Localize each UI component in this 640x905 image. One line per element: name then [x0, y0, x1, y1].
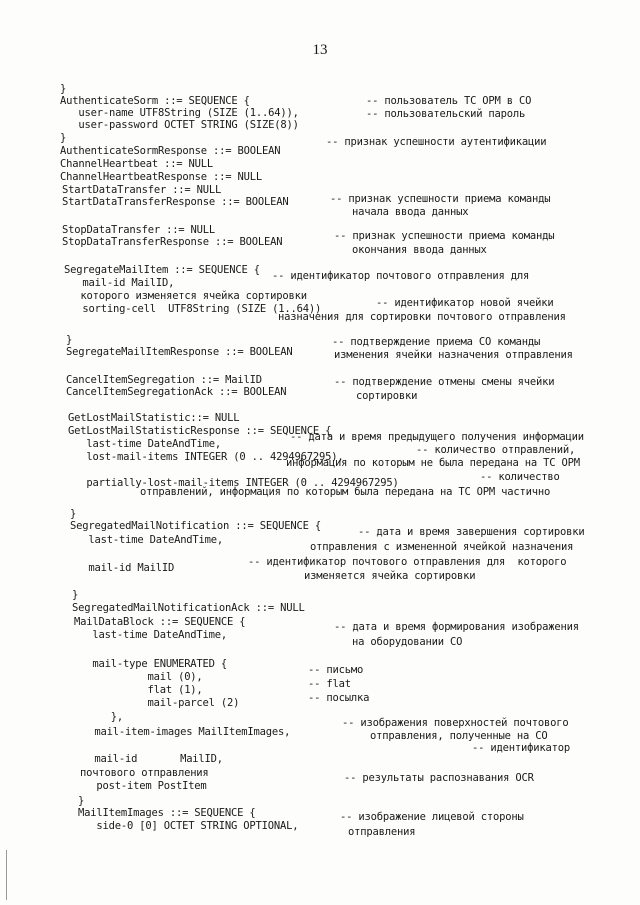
comment: начала ввода данных: [352, 206, 469, 218]
comment: информация по которым не была передана на ТС ОРМ: [286, 457, 580, 469]
code-line: MailDataBlock ::= SEQUENCE {: [74, 616, 246, 628]
comment: -- признак успешности приема команды: [330, 193, 551, 205]
code-line: mail-item-images MailItemImages,: [76, 726, 291, 738]
code-line: user-name UTF8String (SIZE (1..64)),: [60, 107, 299, 119]
code-line: SegregatedMailNotification ::= SEQUENCE {: [70, 520, 321, 532]
code-line: AuthenticateSorm ::= SEQUENCE {: [60, 95, 250, 107]
code-line: которого изменяется ячейка сортировки: [62, 290, 307, 302]
code-line: }: [66, 334, 73, 346]
code-line: mail (0),: [74, 671, 203, 683]
page-number: 13: [312, 42, 328, 58]
code-line: last-time DateAndTime,: [70, 534, 224, 546]
code-line: StartDataTransferResponse ::= BOOLEAN: [62, 196, 289, 208]
code-line: GetLostMailStatisticResponse ::= SEQUENCE {: [68, 425, 332, 437]
code-line: GetLostMailStatistic::= NULL: [68, 412, 240, 424]
comment: -- идентификатор новой ячейки: [376, 297, 554, 309]
code-line: StopDataTransfer ::= NULL: [62, 224, 216, 236]
comment: -- пользователь ТС ОРМ в СО: [366, 95, 532, 107]
comment: на оборудовании СО: [352, 636, 463, 648]
code-line: AuthenticateSormResponse ::= BOOLEAN: [60, 145, 281, 157]
comment: окончания ввода данных: [352, 244, 487, 256]
code-line: lost-mail-items INTEGER (0 .. 4294967295),: [68, 451, 344, 463]
comment: отправлений, информация по которым была передана на ТС ОРМ частично: [140, 486, 551, 498]
comment: -- дата и время формирования изображения: [334, 621, 579, 633]
code-line: partially-lost-mail-items INTEGER (0 .. 4294967295): [68, 477, 399, 489]
comment: -- идентификатор: [472, 742, 570, 754]
comment: -- идентификатор почтового отправления для: [272, 270, 530, 282]
comment: изменяется ячейка сортировки: [304, 570, 476, 582]
code-line: },: [74, 711, 123, 723]
code-line: sorting-cell UTF8String (SIZE (1..64)): [64, 303, 322, 315]
code-line: last-time DateAndTime,: [68, 438, 222, 450]
code-line: }: [72, 589, 79, 601]
comment: отправления с измененной ячейкой назначения: [310, 541, 574, 553]
comment: -- пользовательский пароль: [366, 108, 526, 120]
comment: сортировки: [356, 390, 418, 402]
code-line: SegregateMailItem ::= SEQUENCE {: [64, 264, 260, 276]
code-line: почтового отправления: [80, 767, 209, 779]
comment: отправления, полученные на СО: [370, 730, 548, 742]
code-line: StopDataTransferResponse ::= BOOLEAN: [62, 236, 283, 248]
code-line: MailItemImages ::= SEQUENCE {: [78, 807, 256, 819]
code-line: mail-id MailID: [70, 562, 175, 574]
comment: -- идентификатор почтового отправления для которого: [248, 556, 567, 568]
comment: -- подтверждение приема СО команды: [332, 336, 541, 348]
scan-edge-line: [6, 850, 7, 900]
code-line: mail-id MailID,: [64, 277, 175, 289]
code-line: side-0 [0] OCTET STRING OPTIONAL,: [78, 820, 299, 832]
code-line: CancelItemSegregationAck ::= BOOLEAN: [66, 386, 287, 398]
comment: -- количество отправлений,: [416, 444, 576, 456]
comment: -- подтверждение отмены смены ячейки: [334, 376, 555, 388]
comment: -- изображение лицевой стороны: [340, 811, 524, 823]
code-line: SegregateMailItemResponse ::= BOOLEAN: [66, 346, 293, 358]
code-line: mail-id MailID,: [76, 753, 223, 765]
code-line: post-item PostItem: [78, 780, 207, 792]
comment: назначения для сортировки почтового отправления: [278, 311, 566, 323]
code-line: SegregatedMailNotificationAck ::= NULL: [72, 602, 305, 614]
code-line: }: [60, 132, 67, 144]
comment: -- количество: [480, 471, 560, 483]
code-line: ChannelHeartbeatResponse ::= NULL: [60, 171, 263, 183]
comment: -- признак успешности аутентификации: [326, 136, 547, 148]
code-line: last-time DateAndTime,: [74, 629, 228, 641]
code-line: mail-type ENUMERATED {: [74, 658, 228, 670]
code-line: ChannelHeartbeat ::= NULL: [60, 158, 214, 170]
code-line: mail-parcel (2): [74, 697, 240, 709]
comment: -- результаты распознавания OCR: [344, 772, 534, 784]
comment: изменения ячейки назначения отправления: [334, 349, 573, 361]
comment: -- дата и время завершения сортировки: [358, 526, 585, 538]
comment: -- flat: [308, 678, 351, 690]
comment: -- изображения поверхностей почтового: [342, 717, 569, 729]
code-line: }: [60, 83, 67, 95]
comment: -- письмо: [308, 664, 364, 676]
code-line: StartDataTransfer ::= NULL: [62, 184, 222, 196]
code-line: }: [78, 795, 85, 807]
code-line: flat (1),: [74, 684, 203, 696]
comment: -- посылка: [308, 692, 370, 704]
code-line: CancelItemSegregation ::= MailID: [66, 374, 262, 386]
comment: отправления: [348, 826, 416, 838]
code-line: user-password OCTET STRING (SIZE(8)): [60, 119, 299, 131]
comment: -- дата и время предыдущего получения информации: [290, 431, 584, 443]
code-line: }: [70, 508, 77, 520]
comment: -- признак успешности приема команды: [334, 230, 555, 242]
